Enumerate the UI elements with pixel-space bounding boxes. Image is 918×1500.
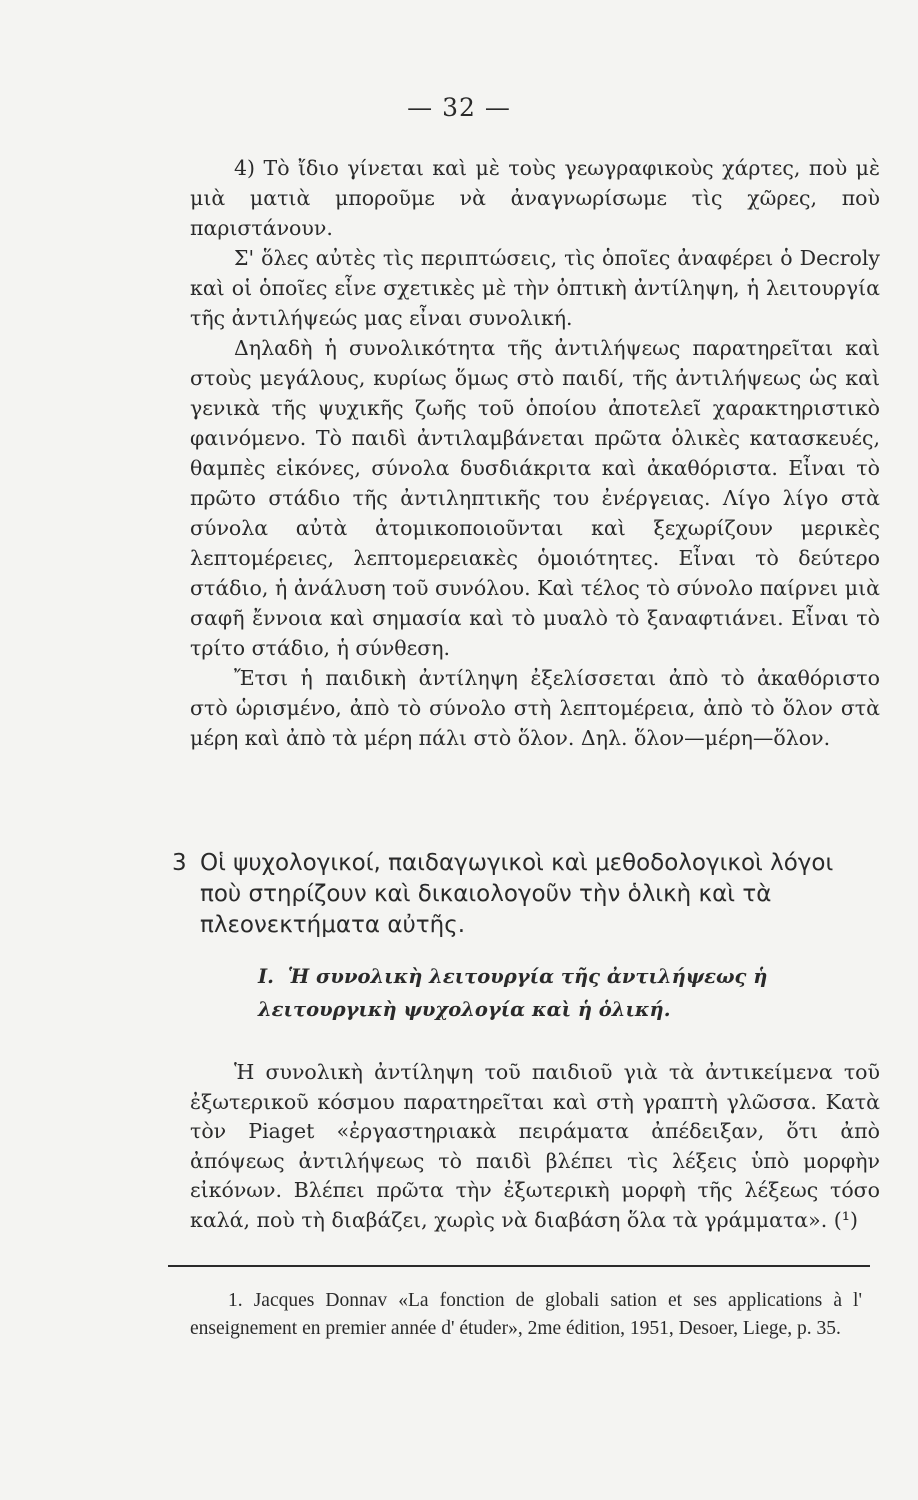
subsection-heading xyxy=(258,960,838,1026)
section-heading xyxy=(172,848,872,941)
body-text-lower xyxy=(190,1058,880,1235)
paragraph-decroly: Σ' ὅλες αὐτὲς τὶς περιπτώσεις, τὶς ὁποῖες ἀναφέρει ὁ Decroly καὶ οἱ ὁποῖες εἶνε σχετικὲς μὲ τὴν ὀπτικὴ ἀντίληψη, ἡ λειτουργία τῆς ἀντιλήψεώς μας εἶναι συνολική. xyxy=(190,246,880,330)
section-title: Οἱ ψυχολογικοί, παιδαγωγικοὶ καὶ μεθοδολογικοὶ λόγοι ποὺ στηρίζουν καὶ δικαιολογοῦν τὴν ὁλικὴ καὶ τὰ πλεονεκτήματα αὐτῆς. xyxy=(200,850,834,938)
section-number: 3 xyxy=(172,850,187,876)
footnote: 1. Jacques Donnav «La fonction de globali sation et ses applications à l' enseignement en premier année d' étuder», 2me édition, 1951, Desoer, Liege, p. 35. xyxy=(190,1290,862,1339)
subsection-title: Ἡ συνολικὴ λειτουργία τῆς ἀντιλήψεως ἡ λειτουργικὴ ψυχολογία καὶ ἡ ὁλική. xyxy=(258,965,768,1021)
subsection-number: I. xyxy=(258,965,274,988)
paragraph-piaget: Ἡ συνολικὴ ἀντίληψη τοῦ παιδιοῦ γιὰ τὰ ἀντικείμενα τοῦ ἐξωτερικοῦ κόσμου παρατηρεῖται καὶ στὴ γραπτὴ γλῶσσα. Κατὰ τὸν Piaget «ἐργαστηριακὰ πειράματα ἀπέδειξαν, ὅτι ἀπὸ ἀπόψεως ἀντιλήψεως τὸ παιδὶ βλέπει τὶς λέξεις ὑπὸ μορφὴν εἰκόνων. Βλέπει πρῶτα τὴν ἐξωτερικὴ μορφὴ τῆς λέξεως τόσο καλά, ποὺ τὴ διαβάζει, χωρὶς νὰ διαβάση ὅλα τὰ γράμματα». (¹) xyxy=(190,1060,880,1232)
page-number: — 32 — xyxy=(407,93,511,122)
body-text-upper xyxy=(190,153,880,753)
paragraph-maps: 4) Τὸ ἴδιο γίνεται καὶ μὲ τοὺς γεωγραφικοὺς χάρτες, ποὺ μὲ μιὰ ματιὰ μποροῦμε νὰ ἀναγνωρίσωμε τὶς χῶρες, ποὺ παριστάνουν. xyxy=(190,156,880,240)
paragraph-evolution: Ἔτσι ἡ παιδικὴ ἀντίληψη ἐξελίσσεται ἀπὸ τὸ ἀκαθόριστο στὸ ὡρισμένο, ἀπὸ τὸ σύνολο στὴ λεπτομέρεια, ἀπὸ τὸ ὅλον στὰ μέρη καὶ ἀπὸ τὰ μέρη πάλι στὸ ὅλον. Δηλ. ὅλον—μέρη—ὅλον. xyxy=(190,666,880,750)
footnote-divider xyxy=(168,1265,870,1267)
paragraph-globality: Δηλαδὴ ἡ συνολικότητα τῆς ἀντιλήψεως παρατηρεῖται καὶ στοὺς μεγάλους, κυρίως ὅμως στὸ παιδί, τῆς ἀντιλήψεως ὡς καὶ γενικὰ τῆς ψυχικῆς ζωῆς τοῦ ὁποίου ἀποτελεῖ χαρακτηριστικὸ φαινόμενο. Τὸ παιδὶ ἀντιλαμβάνεται πρῶτα ὁλικὲς κατασκευές, θαμπὲς εἰκόνες, σύνολα δυσδιάκριτα καὶ ἀκαθόριστα. Εἶναι τὸ πρῶτο στάδιο τῆς ἀντιληπτικῆς του ἐνέργειας. Λίγο λίγο στὰ σύνολα αὐτὰ ἀτομικοποιοῦνται καὶ ξεχωρίζουν μερικὲς λεπτομέρειες, λεπτομερειακὲς ὁμοιότητες. Εἶναι τὸ δεύτερο στάδιο, ἡ ἀνάλυση τοῦ συνόλου. Καὶ τέλος τὸ σύνολο παίρνει μιὰ σαφῆ ἔννοια καὶ σημασία καὶ τὸ μυαλὸ τὸ ξαναφτιάνει. Εἶναι τὸ τρίτο στάδιο, ἡ σύνθεση. xyxy=(190,336,880,660)
